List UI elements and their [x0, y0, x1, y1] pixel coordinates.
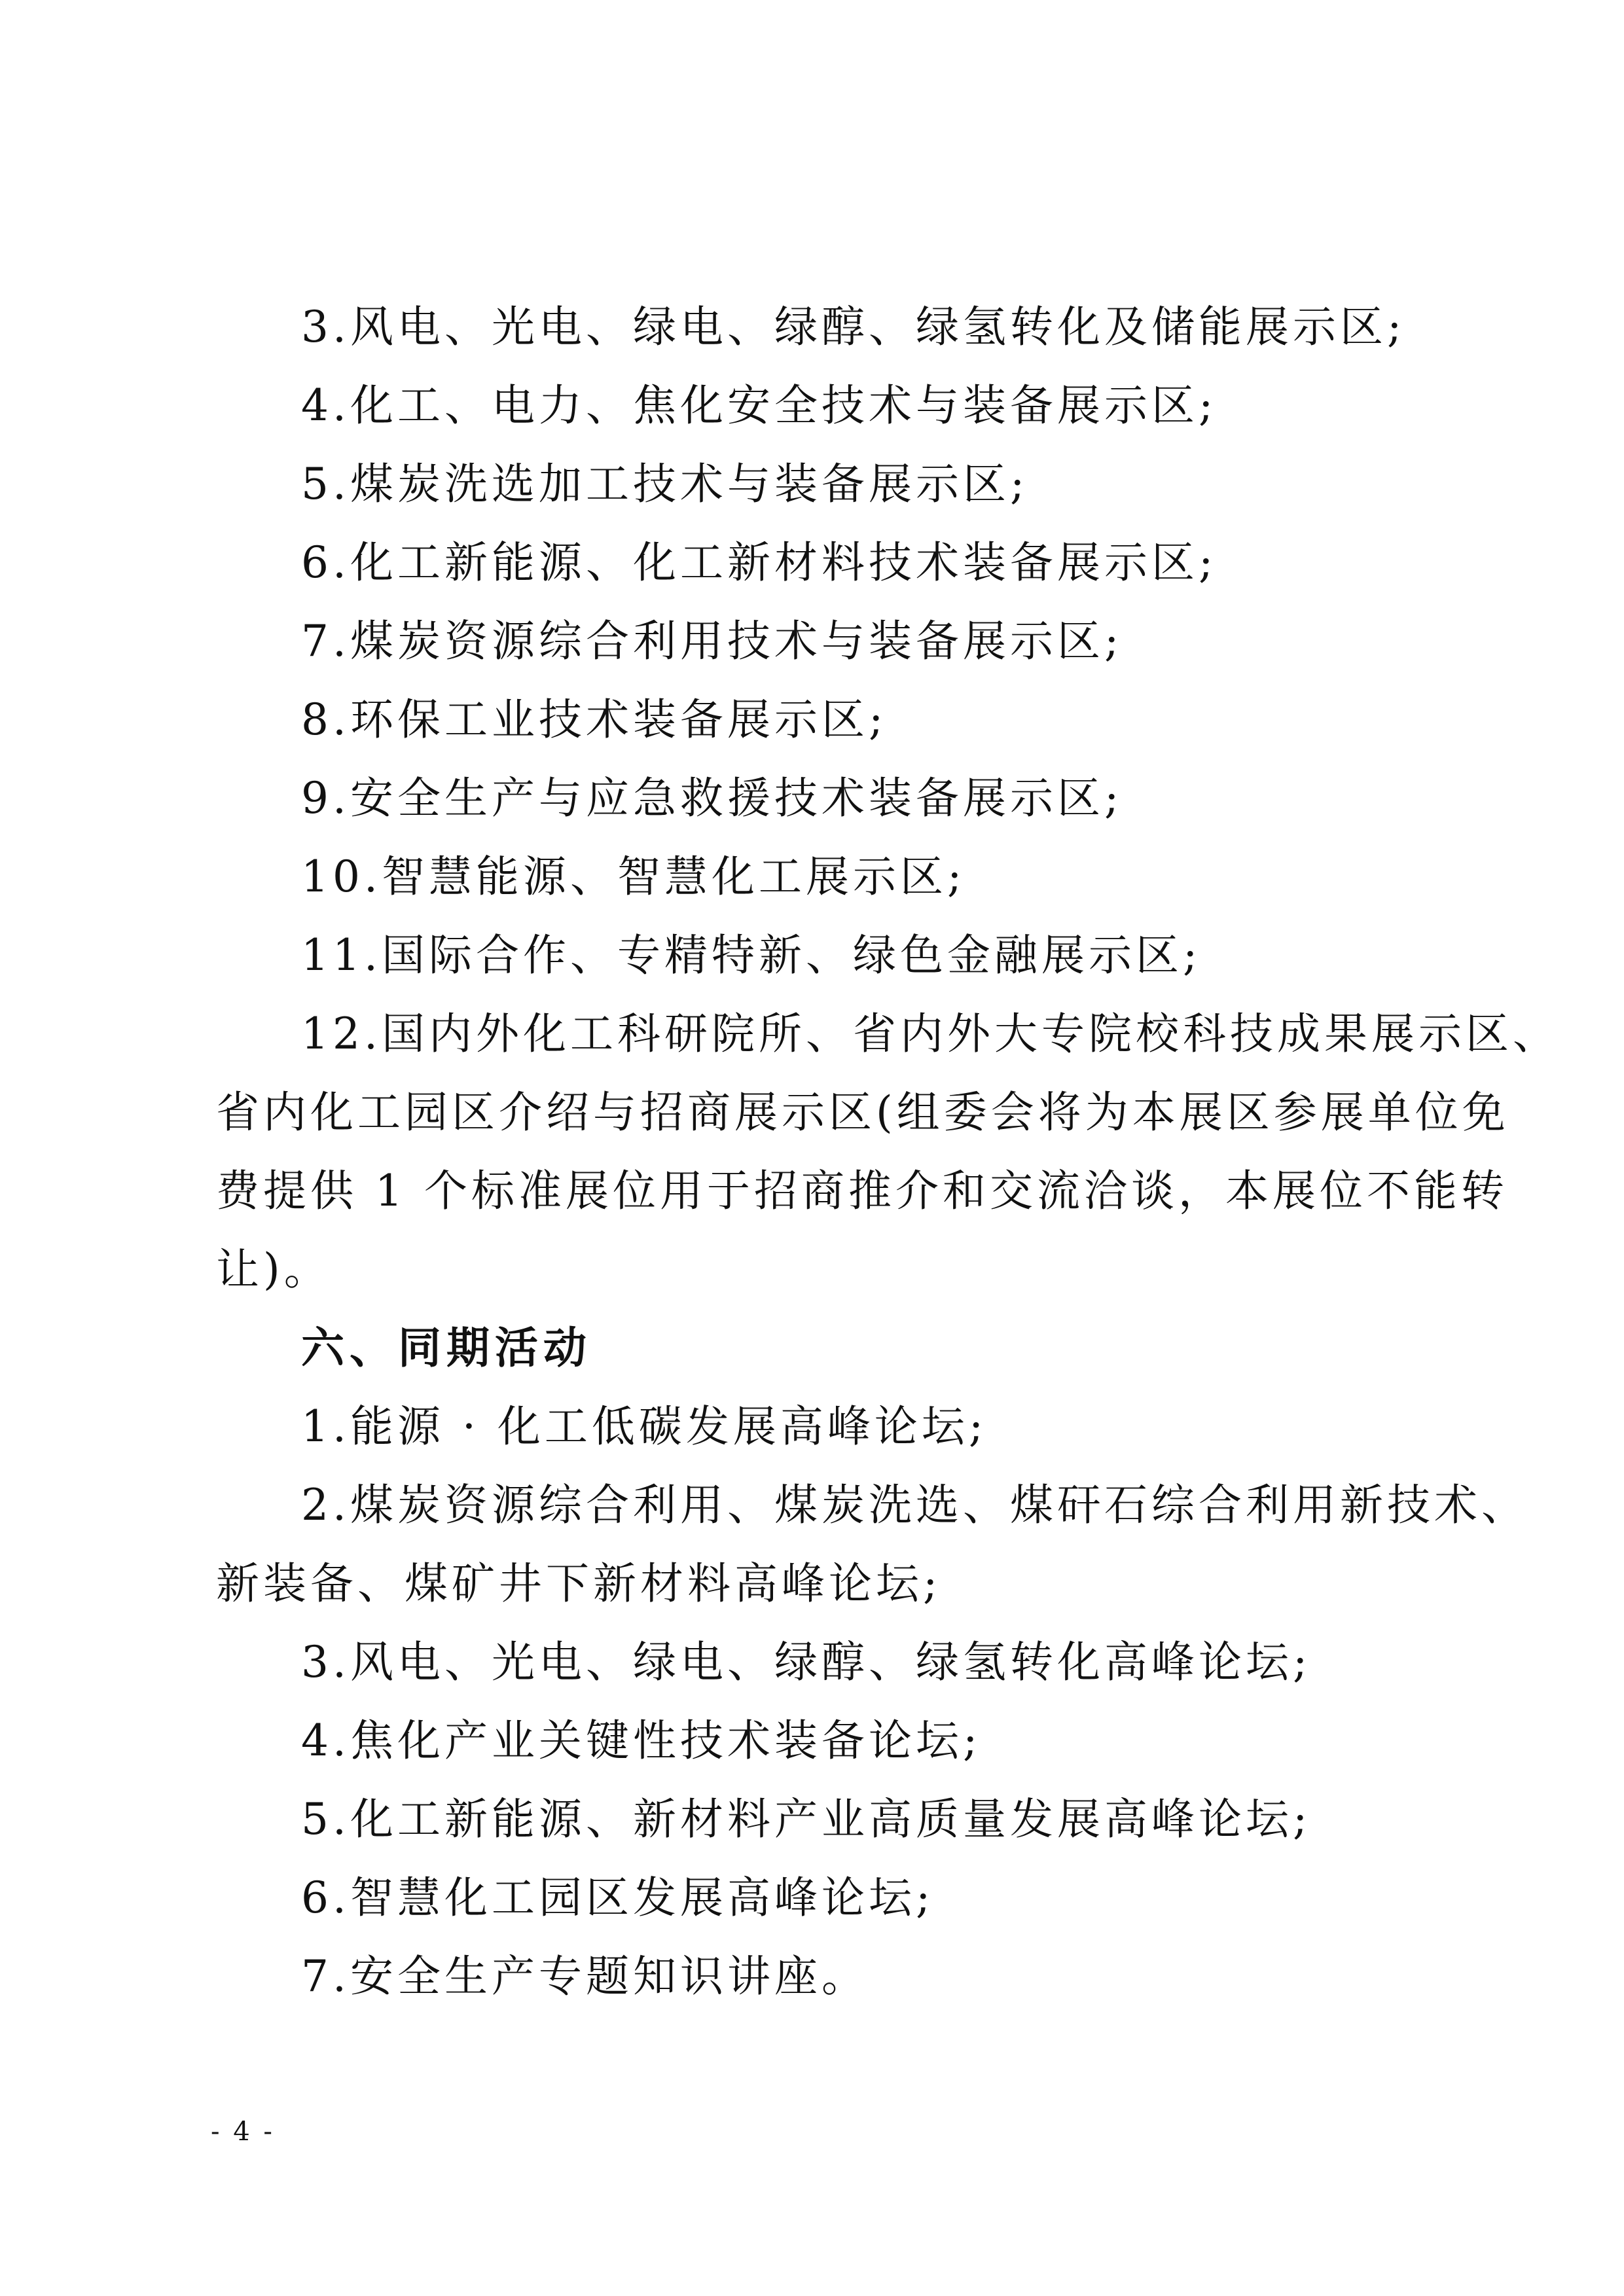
- exhibit-area-item-continuation: 让)。: [216, 1244, 331, 1295]
- exhibit-area-item: 6.化工新能源、化工新材料技术装备展示区;: [301, 537, 1218, 588]
- document-body: [216, 288, 1560, 2016]
- activity-item: 6.智慧化工园区发展高峰论坛;: [301, 1873, 935, 1923]
- exhibit-area-item: 7.煤炭资源综合利用技术与装备展示区;: [301, 616, 1123, 666]
- activity-item: 2.煤炭资源综合利用、煤炭洗选、煤矸石综合利用新技术、: [301, 1480, 1528, 1530]
- activity-item: 3.风电、光电、绿电、绿醇、绿氢转化高峰论坛;: [301, 1637, 1312, 1687]
- exhibit-area-item: 4.化工、电力、焦化安全技术与装备展示区;: [301, 380, 1218, 431]
- page-number: - 4 -: [211, 2117, 275, 2147]
- exhibit-area-item: 10.智慧能源、智慧化工展示区;: [301, 852, 966, 902]
- section-heading: 六、同期活动: [301, 1323, 592, 1373]
- activity-item-continuation: 新装备、煤矿井下新材料高峰论坛;: [216, 1558, 942, 1609]
- activity-item: 7.安全生产专题知识讲座。: [301, 1951, 869, 2001]
- activity-item: 5.化工新能源、新材料产业高质量发展高峰论坛;: [301, 1794, 1312, 1844]
- exhibit-area-item-continuation: 省内化工园区介绍与招商展示区(组委会将为本展区参展单位免: [216, 1087, 1509, 1138]
- exhibit-area-item: 9.安全生产与应急救援技术装备展示区;: [301, 773, 1123, 823]
- activity-item: 1.能源 · 化工低碳发展高峰论坛;: [301, 1401, 988, 1452]
- activity-item: 4.焦化产业关键性技术装备论坛;: [301, 1715, 982, 1766]
- exhibit-area-item: 5.煤炭洗选加工技术与装备展示区;: [301, 459, 1029, 509]
- exhibit-area-item: 3.风电、光电、绿电、绿醇、绿氢转化及储能展示区;: [301, 302, 1406, 352]
- exhibit-area-item: 12.国内外化工科研院所、省内外大专院校科技成果展示区、: [301, 1009, 1560, 1059]
- exhibit-area-item: 8.环保工业技术装备展示区;: [301, 694, 888, 745]
- exhibit-area-item: 11.国际合作、专精特新、绿色金融展示区;: [301, 930, 1202, 980]
- exhibit-area-item-continuation: 费提供 1 个标准展位用于招商推介和交流洽谈，本展位不能转: [216, 1166, 1508, 1216]
